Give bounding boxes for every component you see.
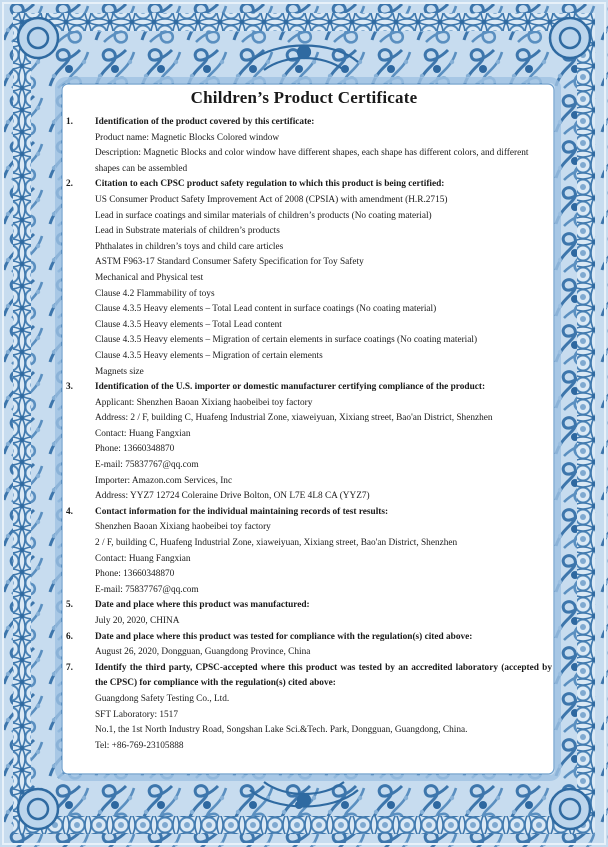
section-line: E-mail: 75837767@qq.com bbox=[95, 460, 199, 471]
section-line: US Consumer Product Safety Improvement Act of 2008 (CPSIA) with amendment (H.R.2715) bbox=[95, 194, 448, 205]
section-line: Clause 4.2 Flammability of toys bbox=[95, 288, 215, 299]
section-line: Magnets size bbox=[95, 366, 144, 377]
section-line: Clause 4.3.5 Heavy elements – Migration of certain elements bbox=[95, 350, 323, 361]
section-1 bbox=[66, 115, 552, 177]
section-line: July 20, 2020, CHINA bbox=[95, 616, 180, 626]
section-line: SFT Laboratory: 1517 bbox=[95, 709, 178, 720]
section-line: ASTM F963-17 Standard Consumer Safety Specification for Toy Safety bbox=[95, 257, 364, 268]
section-line: Importer: Amazon.com Services, Inc bbox=[95, 475, 233, 486]
section-line: Mechanical and Physical test bbox=[95, 272, 204, 283]
section-line: Phone: 13660348870 bbox=[95, 444, 175, 455]
section-heading: Citation to each CPSC product safety regulation to which this product is being certified: bbox=[95, 179, 445, 190]
section-line: E-mail: 75837767@qq.com bbox=[95, 584, 199, 595]
section-line: Contact: Huang Fangxian bbox=[95, 553, 191, 564]
section-line: Clause 4.3.5 Heavy elements – Total Lead content in surface coatings (No coating material) bbox=[95, 304, 437, 315]
section-number: 3. bbox=[66, 382, 73, 393]
section-line: Lead in Substrate materials of children’s products bbox=[95, 226, 280, 237]
section-line: Shenzhen Baoan Xixiang haobeibei toy factory bbox=[95, 522, 271, 533]
section-4 bbox=[66, 505, 552, 599]
section-number: 5. bbox=[66, 600, 73, 611]
section-number: 2. bbox=[66, 179, 73, 190]
section-heading: Date and place where this product was tested for compliance with the regulation(s) cited above: bbox=[95, 631, 473, 642]
section-line: Clause 4.3.5 Heavy elements – Migration of certain elements in surface coatings (No coating material) bbox=[95, 335, 478, 346]
section-line: Applicant: Shenzhen Baoan Xixiang haobeibei toy factory bbox=[95, 397, 313, 408]
section-line: Contact: Huang Fangxian bbox=[95, 428, 191, 439]
section-line: August 26, 2020, Dongguan, Guangdong Province, China bbox=[95, 647, 311, 658]
section-5 bbox=[66, 598, 552, 629]
section-heading: Identify the third party, CPSC-accepted where this product was tested by an accredited laboratory (accepted by the CPSC) for compliance with the regulation(s) cited above: bbox=[95, 662, 552, 689]
section-line: Phthalates in children’s toys and child care articles bbox=[95, 241, 284, 252]
section-line: Lead in surface coatings and similar materials of children’s products (No coating material) bbox=[95, 210, 432, 221]
certificate-body bbox=[66, 115, 552, 754]
section-heading: Date and place where this product was manufactured: bbox=[95, 600, 310, 611]
section-3 bbox=[66, 380, 552, 505]
section-line: Clause 4.3.5 Heavy elements – Total Lead content bbox=[95, 319, 282, 330]
section-heading: Identification of the U.S. importer or domestic manufacturer certifying compliance of the product: bbox=[95, 382, 486, 393]
section-line: Guangdong Safety Testing Co., Ltd. bbox=[95, 693, 230, 704]
section-line: Product name: Magnetic Blocks Colored window bbox=[95, 132, 280, 143]
section-line: Tel: +86-769-23105888 bbox=[95, 740, 184, 751]
section-line: Address: 2 / F, building C, Huafeng Industrial Zone, xiaweiyuan, Xixiang street, Bao'an District, Shenzhen bbox=[95, 413, 493, 424]
section-number: 7. bbox=[66, 662, 73, 673]
section-line: Description: Magnetic Blocks and color window have different shapes, each shape has different colors, and different shapes can be assembled bbox=[95, 148, 529, 174]
section-number: 4. bbox=[66, 506, 73, 517]
section-line: No.1, the 1st North Industry Road, Songshan Lake Sci.&Tech. Park, Dongguan, Guangdong, China. bbox=[95, 725, 468, 736]
section-number: 1. bbox=[66, 117, 73, 127]
section-heading: Identification of the product covered by this certificate: bbox=[95, 117, 315, 127]
section-7 bbox=[66, 661, 552, 755]
section-line: Address: YYZ7 12724 Coleraine Drive Bolton, ON L7E 4L8 CA (YYZ7) bbox=[95, 491, 370, 502]
section-heading: Contact information for the individual maintaining records of test results: bbox=[95, 506, 389, 517]
section-line: Phone: 13660348870 bbox=[95, 569, 175, 580]
section-2 bbox=[66, 177, 552, 380]
section-6 bbox=[66, 630, 552, 661]
section-number: 6. bbox=[66, 631, 73, 642]
certificate-title: Children’s Product Certificate bbox=[190, 88, 418, 107]
section-line: 2 / F, building C, Huafeng Industrial Zone, xiaweiyuan, Xixiang street, Bao'an District, Shenzhen bbox=[95, 538, 458, 549]
